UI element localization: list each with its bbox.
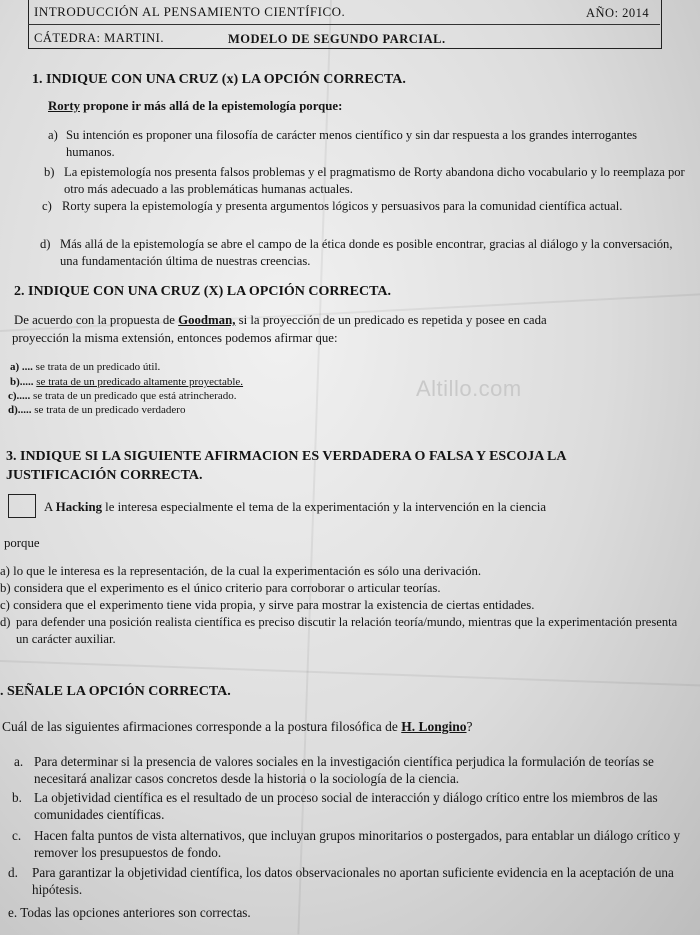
q3-option-c[interactable] <box>0 597 534 614</box>
option-label: a) .... <box>10 361 33 373</box>
header-divider <box>28 24 660 25</box>
chair-name: CÁTEDRA: MARTINI. <box>34 31 164 45</box>
q4-question-before: Cuál de las siguientes afirmaciones corresponde a la postura filosófica de <box>2 719 402 734</box>
option-label: b)..... <box>10 376 34 388</box>
q3-title-line2: JUSTIFICACIÓN CORRECTA. <box>6 468 203 483</box>
q2-intro-line2: proyección la misma extensión, entonces podemos afirmar que: <box>12 331 338 345</box>
q3-statement-a: A <box>44 500 56 514</box>
q3-statement-name: Hacking <box>55 500 102 514</box>
q3-statement <box>44 499 546 516</box>
exam-title: MODELO DE SEGUNDO PARCIAL. <box>228 32 446 46</box>
watermark: Altillo.com <box>416 376 522 401</box>
option-label: c)..... <box>8 390 31 402</box>
option-text: La objetividad científica es el resultado de un proceso social de interacción y diálogo crítico entre los miembros de las comunidades científicas. <box>34 790 658 822</box>
q1-prompt <box>48 98 342 115</box>
q2-intro <box>14 312 547 329</box>
option-text: se trata de un predicado que está atrincherado. <box>33 390 237 402</box>
option-label: b. <box>12 790 22 805</box>
option-text: Todas las opciones anteriores son correctas. <box>20 905 251 920</box>
q2-option-a[interactable] <box>10 361 160 373</box>
option-text: Rorty supera la epistemología y presenta argumentos lógicos y persuasivos para la comunidad científica actual. <box>62 199 623 213</box>
q2-intro-before: De acuerdo con la propuesta de <box>14 313 179 327</box>
option-text: para defender una posición realista científica es preciso discutir la relación teoría/mundo, mientras que la experimentación presenta un carácter auxiliar. <box>16 615 678 646</box>
option-label: e. <box>8 905 18 920</box>
q3-connector: porque <box>4 536 40 550</box>
option-text: Hacen falta puntos de vista alternativos, que incluyan grupos minoritarios o postergados, para entablar un diálogo crítico y remover los presupuestos de fondo. <box>34 828 681 860</box>
q3-option-b[interactable] <box>0 580 441 597</box>
q4-title: . SEÑALE LA OPCIÓN CORRECTA. <box>0 684 231 699</box>
option-label: c) <box>0 598 10 612</box>
q3-option-a[interactable] <box>0 563 481 580</box>
option-text: considera que el experimento es el único criterio para corroborar o articular teorías. <box>13 581 441 595</box>
option-text: Su intención es proponer una filosofía de carácter menos científico y sin dar respuesta a los grandes interrogantes humanos. <box>66 128 638 159</box>
q2-intro-after: si la proyección de un predicado es repetida y posee en cada <box>235 313 547 327</box>
option-text: lo que le interesa es la representación, de la cual la experimentación es sólo una derivación. <box>13 564 482 578</box>
option-label: b) <box>0 581 11 595</box>
option-label: d)..... <box>8 404 32 416</box>
q2-option-b[interactable] <box>10 376 243 388</box>
q2-intro-name: Goodman, <box>178 313 236 327</box>
option-label: d) <box>0 615 11 629</box>
option-text: considera que el experimento tiene vida propia, y sirve para mostrar la existencia de ciertas entidades. <box>13 598 535 612</box>
q2-option-c[interactable] <box>8 390 236 402</box>
option-text: se trata de un predicado útil. <box>35 361 161 373</box>
option-label: a) <box>0 564 10 578</box>
q1-title: 1. INDIQUE CON UNA CRUZ (x) LA OPCIÓN CORRECTA. <box>32 72 406 87</box>
option-text: Para garantizar la objetividad científica, los datos observacionales no aportan suficiente evidencia en la aceptación de una hipótesis. <box>32 865 674 897</box>
q2-option-d[interactable] <box>8 404 185 416</box>
q4-option-e[interactable] <box>8 905 251 921</box>
option-text: La epistemología nos presenta falsos problemas y el pragmatismo de Rorty abandona dicho vocabulario y lo reemplaza por otro más adecuado a las problemáticas humanas actuales. <box>64 165 685 196</box>
q4-question-name: H. Longino <box>401 719 467 734</box>
option-label: c) <box>42 199 52 213</box>
true-false-checkbox[interactable] <box>8 494 36 518</box>
q2-title: 2. INDIQUE CON UNA CRUZ (X) LA OPCIÓN CORRECTA. <box>14 284 391 299</box>
option-label: c. <box>12 828 22 843</box>
option-label: b) <box>44 165 55 179</box>
option-label: d. <box>8 865 18 880</box>
option-text: se trata de un predicado altamente proyectable. <box>36 376 244 388</box>
option-text: Para determinar si la presencia de valores sociales en la investigación científica perjudica la formulación de teorías se necesitará analizar casos concretos desde la historia o la sociología de la ciencia. <box>34 754 654 786</box>
option-text: se trata de un predicado verdadero <box>34 404 186 416</box>
option-label: a. <box>14 754 24 769</box>
q3-statement-rest: le interesa especialmente el tema de la experimentación y la intervención en la ciencia <box>101 500 547 514</box>
year-label: AÑO: 2014 <box>586 6 650 20</box>
q3-title-line1: 3. INDIQUE SI LA SIGUIENTE AFIRMACION ES VERDADERA O FALSA Y ESCOJA LA <box>6 449 567 464</box>
option-label: a) <box>48 128 58 142</box>
option-text: Más allá de la epistemología se abre el campo de la ética donde es posible encontrar, gracias al diálogo y la conversación, una fundamentación última de nuestras creencias. <box>60 237 673 268</box>
q4-question-after: ? <box>466 719 473 734</box>
q1-prompt-name: Rorty <box>48 99 80 113</box>
q3-option-d[interactable] <box>0 614 696 650</box>
q1-prompt-rest: propone ir más allá de la epistemología porque: <box>79 99 343 113</box>
option-label: d) <box>40 237 51 251</box>
course-name: INTRODUCCIÓN AL PENSAMIENTO CIENTÍFICO. <box>34 4 346 19</box>
q4-question <box>2 718 473 735</box>
